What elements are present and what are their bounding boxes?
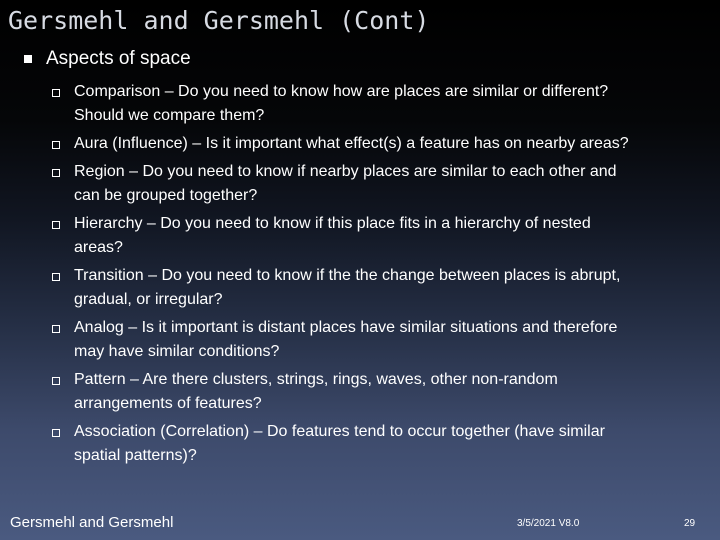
hollow-square-bullet-icon xyxy=(52,169,60,177)
list-item xyxy=(52,132,642,156)
list-item xyxy=(52,316,642,364)
sub-bullet-list xyxy=(52,80,664,468)
list-item-text: Association (Correlation) – Do features tend to occur together (have similar spatial patterns)? xyxy=(74,423,605,464)
list-item xyxy=(52,212,642,260)
hollow-square-bullet-icon xyxy=(52,377,60,385)
level1-text: Aspects of space xyxy=(46,48,191,69)
list-item xyxy=(52,160,642,208)
hollow-square-bullet-icon xyxy=(52,273,60,281)
list-item-text: Region – Do you need to know if nearby places are similar to each other and can be grouped together? xyxy=(74,163,617,204)
list-item-text: Hierarchy – Do you need to know if this place fits in a hierarchy of nested areas? xyxy=(74,215,591,256)
hollow-square-bullet-icon xyxy=(52,429,60,437)
hollow-square-bullet-icon xyxy=(52,221,60,229)
footer-source: Gersmehl and Gersmehl xyxy=(10,514,174,531)
square-bullet-icon xyxy=(24,55,32,63)
footer-page-number: 29 xyxy=(684,518,696,529)
slide-content xyxy=(24,48,664,472)
list-item-text: Pattern – Are there clusters, strings, rings, waves, other non-random arrangements of features? xyxy=(74,371,558,412)
list-item-text: Analog – Is it important is distant places have similar situations and therefore may have similar conditions? xyxy=(74,319,618,360)
hollow-square-bullet-icon xyxy=(52,325,60,333)
bullet-level1 xyxy=(24,48,664,70)
list-item xyxy=(52,264,642,312)
slide-title: Gersmehl and Gersmehl (Cont) xyxy=(8,6,430,35)
list-item xyxy=(52,420,642,468)
list-item-text: Aura (Influence) – Is it important what effect(s) a feature has on nearby areas? xyxy=(74,135,629,152)
list-item-text: Comparison – Do you need to know how are places are similar or different? Should we compare them? xyxy=(74,83,609,124)
footer-date: 3/5/2021 V8.0 xyxy=(517,518,580,529)
list-item xyxy=(52,80,642,128)
hollow-square-bullet-icon xyxy=(52,141,60,149)
list-item-text: Transition – Do you need to know if the the change between places is abrupt, gradual, or irregular? xyxy=(74,267,621,308)
hollow-square-bullet-icon xyxy=(52,89,60,97)
list-item xyxy=(52,368,642,416)
